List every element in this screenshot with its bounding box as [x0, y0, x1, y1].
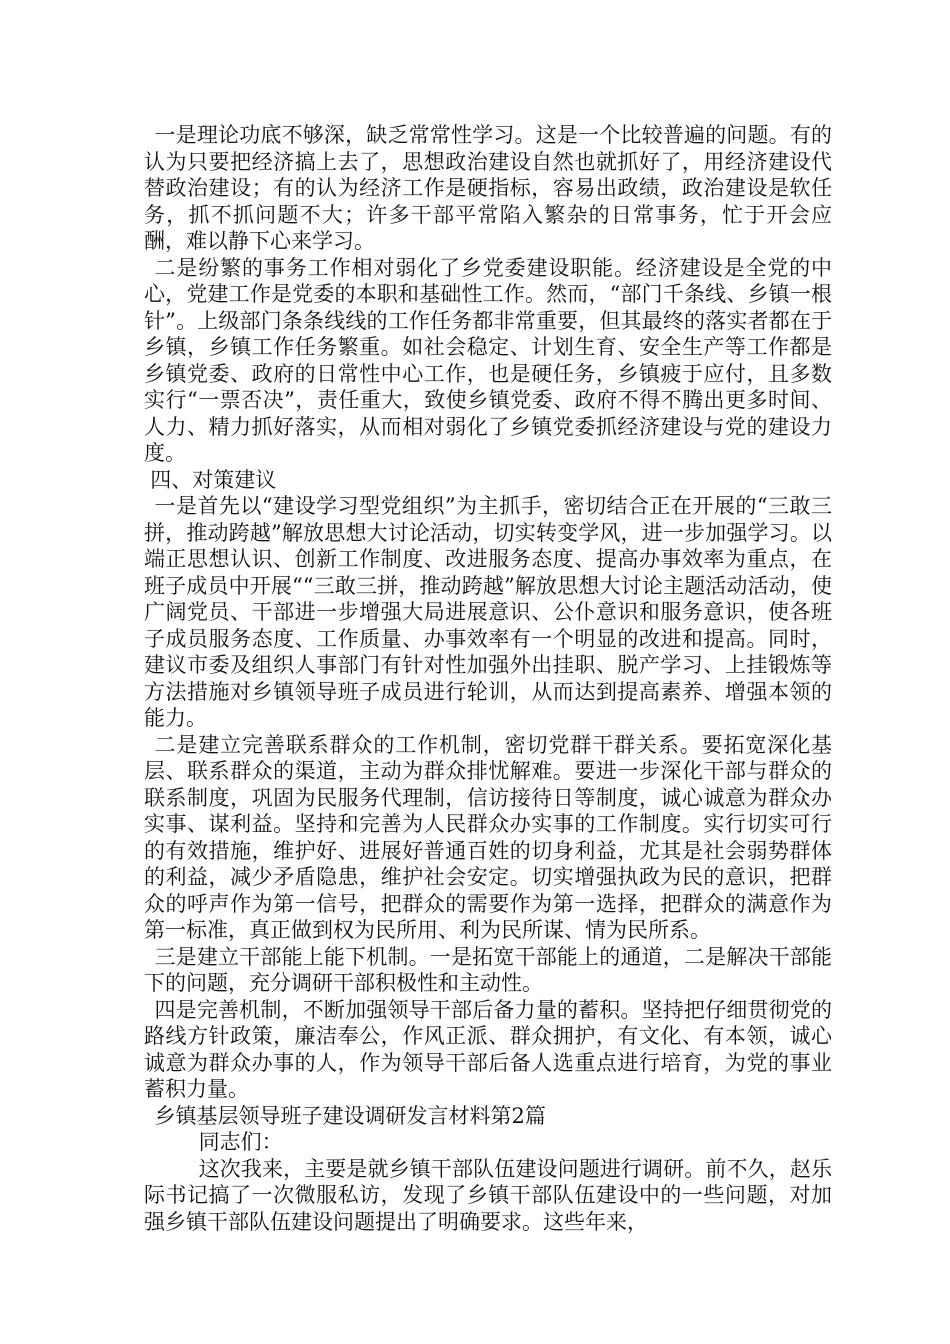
- paragraph-theory-foundation: 一是理论功底不够深，缺乏常常性学习。这是一个比较普遍的问题。有的认为只要把经济搞上去了，思想政治建设自然也就抓好了，用经济建设代替政治建设；有的认为经济工作是硬指标，容易出政绩，政治建设是软任务，抓不抓问题不大；许多干部平常陷入繁杂的日常事务，忙于开会应酬，难以静下心来学习。: [144, 123, 832, 253]
- document-body: [144, 122, 832, 1235]
- section-heading-countermeasures: 四、对策建议: [150, 467, 277, 492]
- paragraph-contact-masses: 二是建立完善联系群众的工作机制，密切党群干群关系。要拓宽深化基层、联系群众的渠道，主动为群众排忧解难。要进一步深化干部与群众的联系制度，巩固为民服务代理制，信访接待日等制度，诚心诚意为群众办实事、谋利益。坚持和完善为人民群众办实事的工作制度。实行切实可行的有效措施，维护好、进展好普通百姓的切身利益，尤其是社会弱势群体的利益，减少矛盾隐患，维护社会安定。切实增强执政为民的意识，把群众的呼声作为第一信号，把群众的需要作为第一选择，把群众的满意作为第一标准，真正做到权为民所用、利为民所谋、情为民所系。: [144, 732, 832, 942]
- article-title-part-2: 乡镇基层领导班子建设调研发言材料第2篇: [154, 1103, 546, 1128]
- paragraph-promotion-mechanism: 三是建立干部能上能下机制。一是拓宽干部能上的通道，二是解决干部能下的问题，充分调研干部积极性和主动性。: [144, 944, 832, 995]
- paragraph-learning-party: 一是首先以“建设学习型党组织”为主抓手，密切结合正在开展的“三敢三拼，推动跨越”解放思想大讨论活动，切实转变学风，进一步加强学习。以端正思想认识、创新工作制度、改进服务态度、提高办事效率为重点，在班子成员中开展““三敢三拼，推动跨越”解放思想大讨论主题活动活动，使广阔党员、干部进一步增强大局进展意识、公仆意识和服务意识，使各班子成员服务态度、工作质量、办事效率有一个明显的改进和提高。同时，建议市委及组织人事部门有针对性加强外出挂职、脱产学习、上挂锻炼等方法措施对乡镇领导班子成员进行轮训，从而达到提高素养、增强本领的能力。: [144, 494, 832, 730]
- paragraph-affairs-weaken: 二是纷繁的事务工作相对弱化了乡党委建设职能。经济建设是全党的中心，党建工作是党委的本职和基础性工作。然而，“部门千条线、乡镇一根针”。上级部门条条线线的工作任务都非常重要，但其最终的落实者都在于乡镇，乡镇工作任务繁重。如社会稳定、计划生育、安全生产等工作都是乡镇党委、政府的日常性中心工作，也是硬任务，乡镇疲于应付，且多数实行“一票否决”，责任重大，致使乡镇党委、政府不得不腾出更多时间、人力、精力抓好落实，从而相对弱化了乡镇党委抓经济建设与党的建设力度。: [144, 255, 832, 465]
- paragraph-research-intro: 这次我来，主要是就乡镇干部队伍建设问题进行调研。前不久，赵乐际书记搞了一次微服私访，发现了乡镇干部队伍建设中的一些问题，对加强乡镇干部队伍建设问题提出了明确要求。这些年来，: [144, 1156, 832, 1234]
- salutation: 同志们：: [198, 1130, 283, 1154]
- paragraph-reserve-cadres: 四是完善机制，不断加强领导干部后备力量的蓄积。坚持把仔细贯彻党的路线方针政策，廉洁奉公，作风正派、群众拥护，有文化、有本领，诚心诚意为群众办事的人，作为领导干部后备人选重点进行培育，为党的事业蓄积力量。: [144, 997, 832, 1101]
